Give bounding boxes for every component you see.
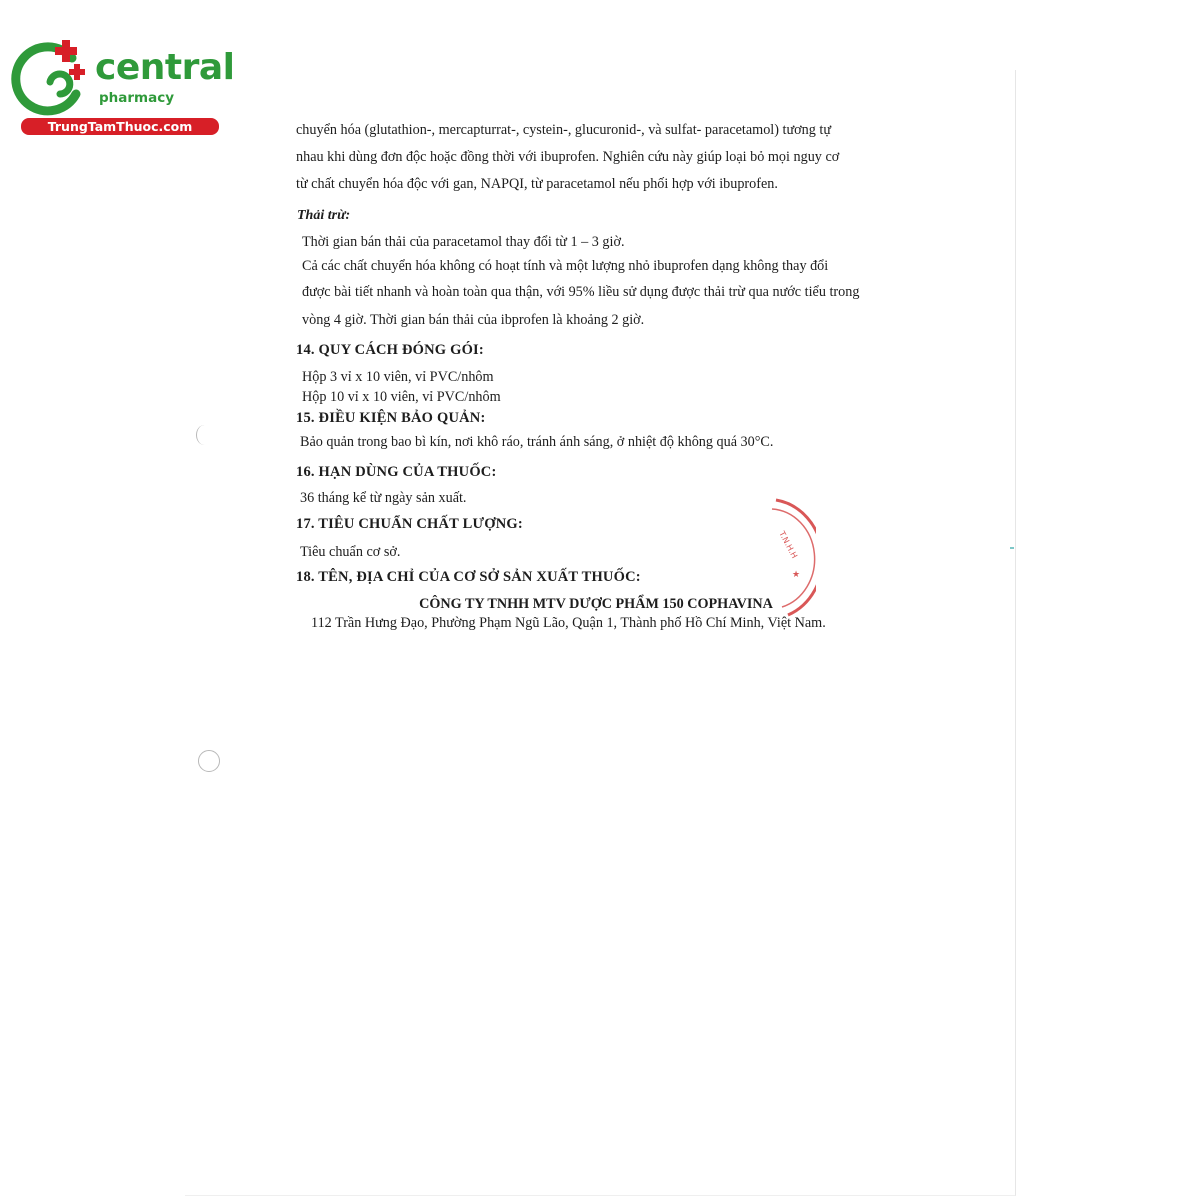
svg-text:T.N.H.H: T.N.H.H xyxy=(777,529,800,560)
paragraph-line: chuyển hóa (glutathion-, mercapturrat-, cystein-, glucuronid-, và sulfat- paracetamol) tương tự xyxy=(296,122,832,138)
section-heading: 15. ĐIỀU KIỆN BẢO QUẢN: xyxy=(296,410,486,426)
svg-text:★: ★ xyxy=(792,570,801,580)
paragraph-line: nhau khi dùng đơn độc hoặc đồng thời với ibuprofen. Nghiên cứu này giúp loại bỏ mọi nguy cơ xyxy=(296,149,840,165)
elimination-heading: Thải trừ: xyxy=(297,208,351,223)
logo-sub: pharmacy xyxy=(99,90,175,106)
logo-site-link[interactable]: TrungTamThuoc.com xyxy=(21,118,219,135)
section-heading: 14. QUY CÁCH ĐÓNG GÓI: xyxy=(296,342,484,358)
quality-standard-text: Tiêu chuẩn cơ sở. xyxy=(300,544,401,560)
section-heading: 18. TÊN, ĐỊA CHỈ CỦA CƠ SỞ SẢN XUẤT THUỐC: xyxy=(296,569,641,585)
paragraph-line: được bài tiết nhanh và hoàn toàn qua thận, với 95% liều sử dụng được thải trừ qua nước tiểu trong xyxy=(302,284,860,300)
central-pharmacy-logo[interactable] xyxy=(10,38,235,138)
paragraph-line: vòng 4 giờ. Thời gian bán thải của ibprofen là khoảng 2 giờ. xyxy=(302,312,645,328)
paragraph-line: Cả các chất chuyển hóa không có hoạt tính và một lượng nhỏ ibuprofen dạng không thay đổi xyxy=(302,258,829,274)
company-stamp xyxy=(726,495,816,625)
section-heading: 16. HẠN DÙNG CỦA THUỐC: xyxy=(296,464,497,480)
paragraph-line: Thời gian bán thải của paracetamol thay đổi từ 1 – 3 giờ. xyxy=(302,234,625,250)
packaging-line: Hộp 3 vỉ x 10 viên, vỉ PVC/nhôm xyxy=(302,369,494,385)
storage-text: Bảo quản trong bao bì kín, nơi khô ráo, tránh ánh sáng, ở nhiệt độ không quá 30°C. xyxy=(300,434,774,450)
pharmacy-cross-icon xyxy=(10,38,90,118)
punch-hole xyxy=(198,750,220,772)
scan-mark xyxy=(1010,547,1014,549)
punch-hole xyxy=(196,425,213,445)
company-name: CÔNG TY TNHH MTV DƯỢC PHẨM 150 COPHAVINA xyxy=(419,596,773,612)
shelf-life-text: 36 tháng kể từ ngày sản xuất. xyxy=(300,490,467,506)
company-address: 112 Trần Hưng Đạo, Phường Phạm Ngũ Lão, Quận 1, Thành phố Hồ Chí Minh, Việt Nam. xyxy=(311,615,826,631)
logo-brand: central xyxy=(95,47,235,88)
packaging-line: Hộp 10 vỉ x 10 viên, vỉ PVC/nhôm xyxy=(302,389,501,405)
section-heading: 17. TIÊU CHUẨN CHẤT LƯỢNG: xyxy=(296,516,523,532)
paragraph-line: từ chất chuyển hóa độc với gan, NAPQI, từ paracetamol nếu phối hợp với ibuprofen. xyxy=(296,176,778,192)
